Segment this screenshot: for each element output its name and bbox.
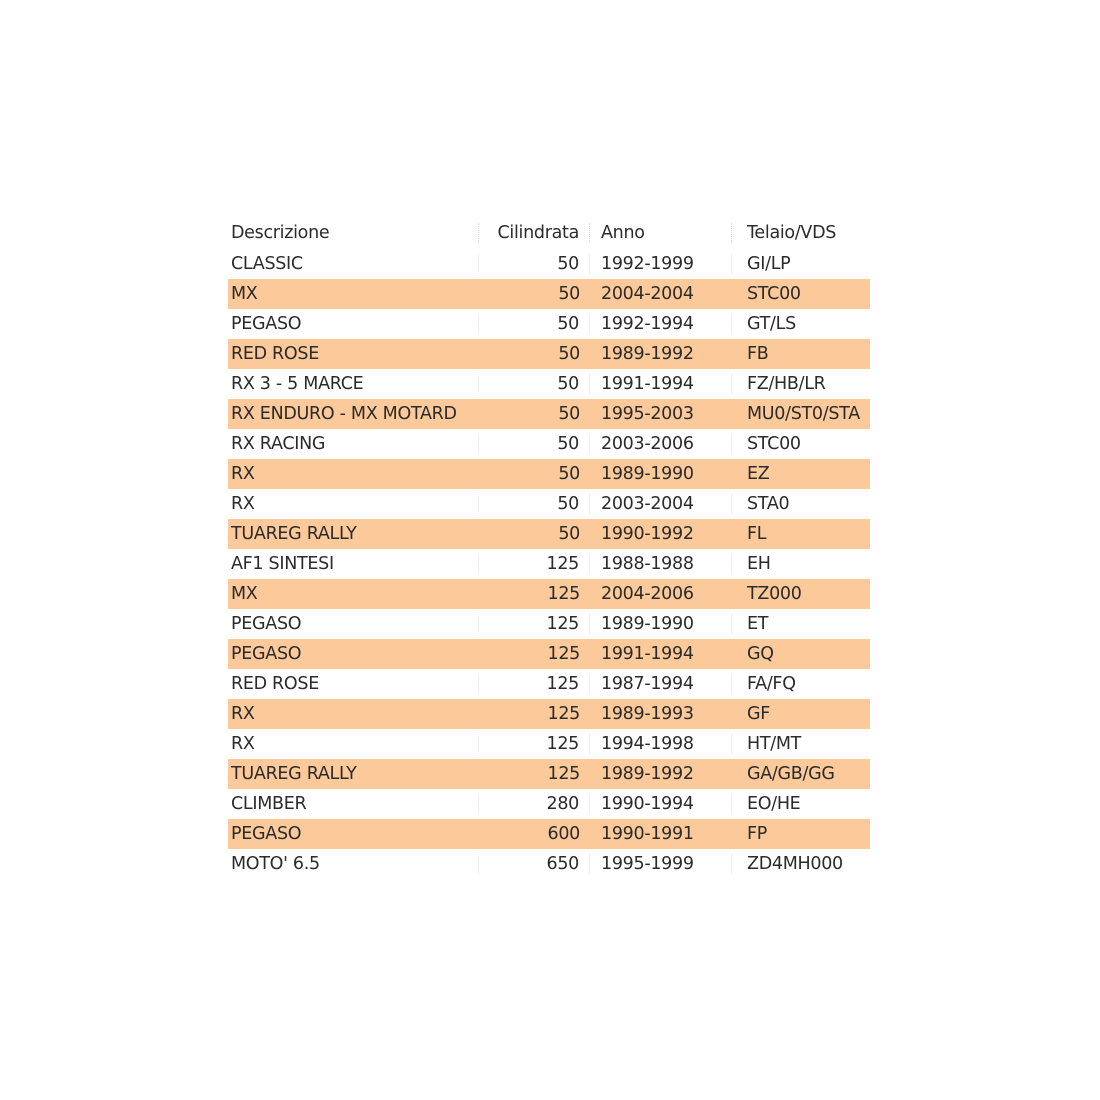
cell-telaio: EH [747,554,771,574]
table-header-row [228,217,870,249]
table-row [228,789,870,819]
header-cilindrata: Cilindrata [479,223,590,243]
cell-cilindrata: 125 [479,554,590,574]
cell-descrizione: RX [231,464,255,484]
cell-telaio: EZ [747,464,770,484]
cell-cilindrata: 125 [547,764,580,784]
cell-telaio: GI/LP [747,254,791,274]
cell-anno: 1995-1999 [590,854,732,874]
table-row [228,249,870,279]
cell-anno: 1992-1994 [590,314,732,334]
cell-cilindrata: 125 [547,704,580,724]
cell-cilindrata: 50 [558,284,580,304]
table-row [228,669,870,699]
table-row [228,759,870,789]
cell-anno: 1989-1992 [601,344,694,364]
cell-telaio: GT/LS [747,314,796,334]
table-row [228,729,870,759]
cell-telaio: TZ000 [747,584,802,604]
cell-anno: 1994-1998 [590,734,732,754]
cell-descrizione: PEGASO [231,824,302,844]
cell-telaio: ET [747,614,769,634]
cell-cilindrata: 125 [479,674,590,694]
table-row [228,579,870,609]
table-row [228,399,870,429]
table-row [228,849,870,879]
table-row [228,369,870,399]
cell-cilindrata: 125 [479,734,590,754]
cell-descrizione: MX [231,284,258,304]
table-row [228,309,870,339]
cell-descrizione: RED ROSE [228,674,479,694]
cell-telaio: FP [747,824,768,844]
cell-descrizione: PEGASO [228,314,479,334]
cell-descrizione: RX [228,494,479,514]
cell-telaio: STC00 [747,284,801,304]
cell-cilindrata: 50 [558,464,580,484]
cell-descrizione: RX 3 - 5 MARCE [228,374,479,394]
cell-cilindrata: 50 [558,344,580,364]
cell-telaio: STA0 [747,494,790,514]
header-anno: Anno [590,223,732,243]
cell-cilindrata: 280 [479,794,590,814]
cell-cilindrata: 50 [479,374,590,394]
cell-cilindrata: 125 [547,584,580,604]
cell-cilindrata: 50 [558,404,580,424]
cell-anno: 1988-1988 [590,554,732,574]
cell-anno: 2003-2004 [590,494,732,514]
cell-telaio: GQ [747,644,774,664]
cell-anno: 1990-1992 [601,524,694,544]
cell-anno: 1989-1990 [601,464,694,484]
cell-descrizione: TUAREG RALLY [231,524,357,544]
cell-anno: 1989-1992 [601,764,694,784]
cell-telaio: GF [747,704,771,724]
cell-telaio: MU0/ST0/STA [747,404,860,424]
cell-cilindrata: 50 [479,434,590,454]
cell-anno: 1992-1999 [590,254,732,274]
cell-cilindrata: 50 [479,314,590,334]
cell-anno: 1989-1993 [601,704,694,724]
cell-anno: 1990-1991 [601,824,694,844]
cell-anno: 2004-2006 [601,584,694,604]
header-descrizione: Descrizione [228,223,479,243]
cell-cilindrata: 50 [558,524,580,544]
cell-telaio: FL [747,524,767,544]
vehicle-table [228,217,870,879]
cell-descrizione: TUAREG RALLY [231,764,357,784]
cell-anno: 1995-2003 [601,404,694,424]
cell-anno: 1990-1994 [590,794,732,814]
cell-telaio: STC00 [747,434,801,454]
table-row [228,279,870,309]
cell-telaio: ZD4MH000 [747,854,843,874]
table-row [228,699,870,729]
table-body [228,249,870,879]
cell-descrizione: PEGASO [231,644,302,664]
cell-descrizione: RX [228,734,479,754]
table-row [228,429,870,459]
cell-cilindrata: 125 [479,614,590,634]
cell-descrizione: PEGASO [228,614,479,634]
cell-descrizione: CLASSIC [228,254,479,274]
table-row [228,609,870,639]
cell-cilindrata: 50 [479,494,590,514]
cell-descrizione: RED ROSE [231,344,319,364]
cell-cilindrata: 125 [547,644,580,664]
cell-cilindrata: 50 [479,254,590,274]
header-telaio: Telaio/VDS [747,223,837,243]
cell-telaio: FB [747,344,769,364]
table-row [228,819,870,849]
cell-anno: 1989-1990 [590,614,732,634]
cell-descrizione: MX [231,584,258,604]
table-row [228,459,870,489]
cell-telaio: EO/HE [747,794,801,814]
cell-descrizione: RX [231,704,255,724]
cell-telaio: FZ/HB/LR [747,374,826,394]
table-row [228,489,870,519]
table-row [228,639,870,669]
table-row [228,549,870,579]
cell-telaio: HT/MT [747,734,802,754]
cell-anno: 1987-1994 [590,674,732,694]
cell-descrizione: RX ENDURO - MX MOTARD [231,404,457,424]
table-row [228,519,870,549]
cell-descrizione: RX RACING [228,434,479,454]
cell-telaio: GA/GB/GG [747,764,835,784]
cell-telaio: FA/FQ [747,674,796,694]
cell-descrizione: CLIMBER [228,794,479,814]
cell-anno: 2003-2006 [590,434,732,454]
cell-anno: 2004-2004 [601,284,694,304]
cell-cilindrata: 600 [547,824,580,844]
cell-anno: 1991-1994 [601,644,694,664]
cell-descrizione: AF1 SINTESI [228,554,479,574]
cell-descrizione: MOTO' 6.5 [228,854,479,874]
table-row [228,339,870,369]
cell-anno: 1991-1994 [590,374,732,394]
cell-cilindrata: 650 [479,854,590,874]
